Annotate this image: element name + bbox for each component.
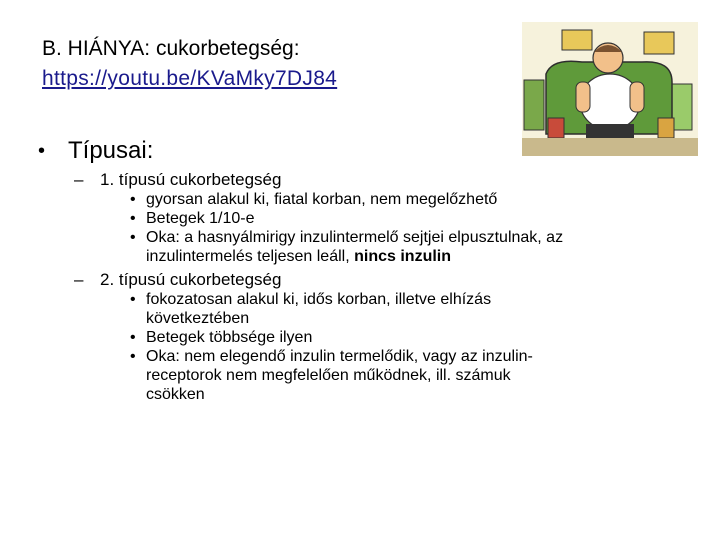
bullet-icon: • <box>130 229 136 246</box>
main-bullet <box>38 136 578 166</box>
dash-icon: – <box>74 170 84 189</box>
dash-icon: – <box>74 270 84 289</box>
slide-title <box>42 34 502 94</box>
bullet-icon: • <box>130 191 136 208</box>
type-2-point-3: Oka: nem elegendő inzulin termelődik, vagy az inzulin-receptorok nem megfelelően működnek, ill. számuk csökken <box>146 348 533 403</box>
type-2-label: 2. típusú cukorbetegség <box>100 270 282 289</box>
type-1-heading <box>74 169 578 190</box>
type-1-point-2: Betegek 1/10-e <box>146 210 255 227</box>
list-item <box>130 190 566 209</box>
slide-content <box>38 136 578 404</box>
list-item <box>130 328 566 347</box>
list-item <box>130 228 566 266</box>
video-link[interactable]: https://youtu.be/KVaMky7DJ84 <box>42 67 338 90</box>
type-2-heading <box>74 269 578 290</box>
type-1-point-1: gyorsan alakul ki, fiatal korban, nem megelőzhető <box>146 191 498 208</box>
list-item <box>130 209 566 228</box>
type-2-point-1: fokozatosan alakul ki, idős korban, illetve elhízás következtében <box>146 291 492 327</box>
bullet-icon: • <box>130 348 136 365</box>
type-2-point-2: Betegek többsége ilyen <box>146 329 313 346</box>
bullet-icon: • <box>130 291 136 308</box>
bullet-icon: • <box>38 140 46 162</box>
list-item <box>130 347 566 404</box>
list-item <box>130 290 566 328</box>
main-bullet-text: Típusai: <box>68 137 154 164</box>
type-1-point-3: Oka: a hasnyálmirigy inzulintermelő sejtjei elpusztulnak, az inzulintermelés teljesen leáll, <box>146 229 564 265</box>
type-1-label: 1. típusú cukorbetegség <box>100 170 282 189</box>
bullet-icon: • <box>130 210 136 227</box>
bullet-icon: • <box>130 329 136 346</box>
title-text: B. HIÁNYA: cukorbetegség: <box>42 37 300 60</box>
type-1-emphasis: nincs inzulin <box>354 248 451 265</box>
